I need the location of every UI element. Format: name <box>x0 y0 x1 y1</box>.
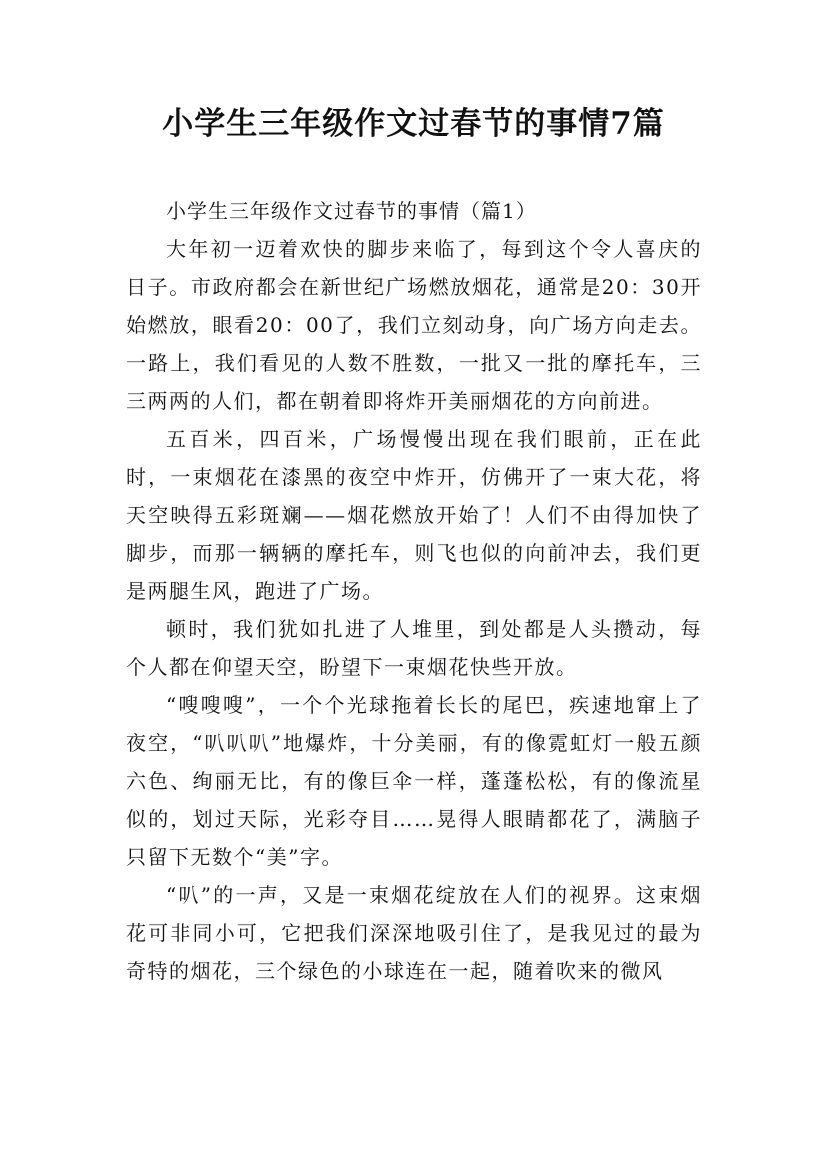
document-body <box>126 192 702 990</box>
document-title: 小学生三年级作文过春节的事情7篇 <box>162 106 665 142</box>
paragraph: 五百米，四百米，广场慢慢出现在我们眼前，正在此时，一束烟花在漆黑的夜空中炸开，仿佛开了一束大花，将天空映得五彩斑斓——烟花燃放开始了！人们不由得加快了脚步，而那一辆辆的摩托车，则飞也似的向前冲去，我们更是两腿生风，跑进了广场。 <box>126 427 702 603</box>
paragraph: 顿时，我们犹如扎进了人堆里，到处都是人头攒动，每个人都在仰望天空，盼望下一束烟花快些开放。 <box>126 617 702 679</box>
paragraph: “嗖嗖嗖”，一个个光球拖着长长的尾巴，疾速地窜上了夜空，“叭叭叭”地爆炸，十分美丽，有的像霓虹灯一般五颜六色、绚丽无比，有的像巨伞一样，蓬蓬松松，有的像流星似的，划过天际，光彩夺目……晃得人眼睛都花了，满脑子只留下无数个“美”字。 <box>126 693 702 869</box>
section-heading: 小学生三年级作文过春节的事情（篇1） <box>166 199 537 223</box>
paragraph: 大年初一迈着欢快的脚步来临了，每到这个令人喜庆的日子。市政府都会在新世纪广场燃放烟花，通常是20：30开始燃放，眼看20：00了，我们立刻动身，向广场方向走去。 一路上，我们看见的人数不胜数，一批又一批的摩托车，三三两两的人们，都在朝着即将炸开美丽烟花的方向前进。 <box>126 237 702 413</box>
paragraph: “叭”的一声，又是一束烟花绽放在人们的视界。这束烟花可非同小可，它把我们深深地吸引住了，是我见过的最为奇特的烟花，三个绿色的小球连在一起，随着吹来的微风 <box>126 883 702 983</box>
